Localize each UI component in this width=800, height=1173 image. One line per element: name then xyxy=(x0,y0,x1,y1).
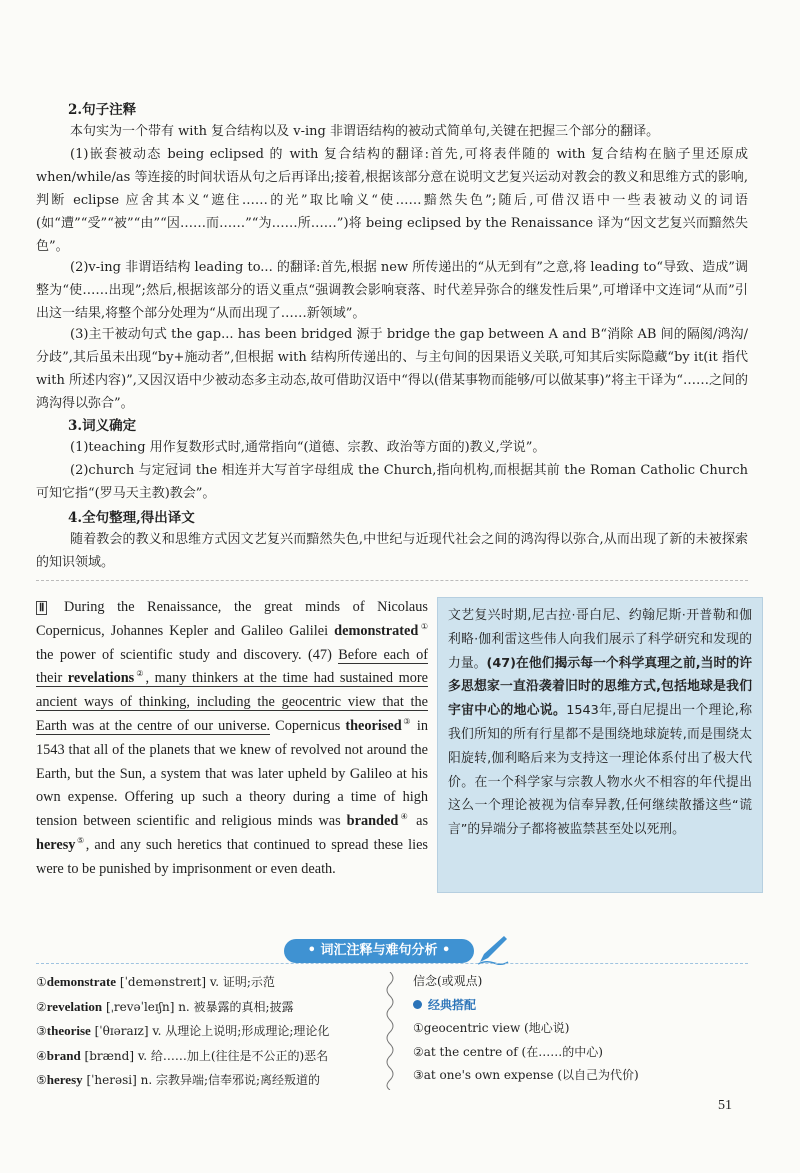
section-3-title: 3.词义确定 xyxy=(68,418,137,434)
vocab-word: revelation xyxy=(46,998,103,1014)
section-2-title: 2.句子注释 xyxy=(68,102,137,118)
passage-number: Ⅱ xyxy=(36,601,47,615)
vocab-highlight: heresy xyxy=(36,836,76,853)
vocab-item xyxy=(36,1019,386,1044)
footnote-marker: ② xyxy=(134,669,146,679)
dashed-divider xyxy=(36,580,748,581)
passage-text: Before each of their xyxy=(36,646,428,687)
banner-divider xyxy=(36,963,748,964)
collocation-item: ①geocentric view (地心说) xyxy=(413,1021,570,1035)
page-number: 51 xyxy=(718,1098,732,1113)
vocab-number: ② xyxy=(36,999,47,1014)
passage-text: , many thinkers at the time had sustained more ancient ways of thinking, including the geocentric view that the Earth was at the centre of our universe. xyxy=(36,670,428,734)
collocation-item: ②at the centre of (在……的中心) xyxy=(413,1044,603,1059)
vocab-highlight: theorised xyxy=(345,717,402,734)
section-4-translation: 随着教会的教义和思维方式因文艺复兴而黯然失色,中世纪与近现代社会之间的鸿沟得以弥合,从而出现了新的未被探索的知识领域。 xyxy=(36,532,748,570)
translation-key-sentence: (47)在他们揭示每一个科学真理之前,当时的许多思想家一直沿袭着旧时的思维方式,包括地球是我们宇宙中心的地心说。 xyxy=(448,655,752,719)
vocab-continuation: 信念(或观点) xyxy=(413,974,483,988)
section-2-point-3: (3)主干被动句式 the gap... has been bridged 源于 bridge the gap between A and B“消除 AB 间的隔阂/鸿沟/分歧”,其后虽未出现“by+施动者”,但根据 with 结构所传递出的、与主句间的因果语义关联,可知其后实际隐藏“by it(it 指代 with 所述内容)”,又因汉语中少被动态多主动态,故可借助汉语中“得以(借某事物而能够/可以做某事)”将主干译为“……之间的鸿沟得以弥合”。 xyxy=(36,327,748,411)
vocab-number: ⑤ xyxy=(36,1073,47,1087)
vocab-item xyxy=(36,1044,386,1069)
vocab-item xyxy=(36,995,386,1020)
passage-text: Copernicus xyxy=(270,717,346,734)
passage-text: , and any such heretics that continued to spread these lies were to be punished by imprisonment or even death. xyxy=(36,836,428,877)
vocab-definition: [ˈdemənstreɪt] v. 证明;示范 xyxy=(116,975,275,989)
passage-text: as xyxy=(410,813,429,830)
footnote-marker: ④ xyxy=(398,812,411,822)
vocab-list xyxy=(36,970,386,1093)
footnote-marker: ③ xyxy=(401,717,412,727)
vocab-number: ④ xyxy=(36,1048,47,1063)
vocab-word: heresy xyxy=(46,1072,83,1087)
vocab-definition: [ˈθɪəraɪz] v. 从理论上说明;形成理论;理论化 xyxy=(90,1024,330,1038)
footnote-marker: ⑤ xyxy=(75,836,86,846)
section-2-point-1: (1)嵌套被动态 being eclipsed 的 with 复合结构的翻译:首先,可将表伴随的 with 复合结构在脑子里还原成 when/while/as 等连接的时间状语从句之后再译出;接着,根据该部分意在说明文艺复兴运动对教会的教义和思维方式的影响,判断 eclipse 应舍其本义“遮住……的光”取比喻义“使……黯然失色”;随后,可借汉语中一些表被动义的词语(如“遭”“受”“被”“由”“因……而……”“为……所……”)将 being eclipsed by the Renaissance 译为“因文艺复兴而黯然失色”。 xyxy=(36,147,748,254)
vocab-word: brand xyxy=(46,1047,81,1063)
vocab-highlight: demonstrated xyxy=(334,622,419,639)
vocab-highlight: branded xyxy=(346,813,399,830)
collocations-heading xyxy=(413,994,743,1018)
vocab-word: theorise xyxy=(46,1023,91,1038)
vocab-highlight: revelations xyxy=(67,670,135,687)
translation-text: 文艺复兴时期,尼古拉·哥白尼、约翰尼斯·开普勒和伽利略·伽利雷这些伟人向我们展示了科学研究和发现的力量。 xyxy=(448,608,752,671)
vocab-number: ③ xyxy=(36,1024,47,1038)
collocation-item: ③at one's own expense (以自己为代价) xyxy=(413,1068,639,1082)
section-4-title: 4.全句整理,得出译文 xyxy=(68,510,195,526)
passage-text: in 1543 that all of the planets that we knew of revolved not around the Earth, but the Sun, a system that was later upheld by Galileo at his own expense. Offering up such a theory during a time of high tension between scientific and religious minds was xyxy=(36,717,429,830)
translation-text: 1543年,哥白尼提出一个理论,称我们所知的所有行星都不是围绕地球旋转,而是围绕太阳旋转,伽利略后来为支持这一理论体系付出了极大代价。在一个科学家与宗教人物水火不相容的年代提出这么一个理论被视为信奉异教,任何继续散播这些“谎言”的异端分子都将被监禁甚至处以死刑。 xyxy=(448,703,753,838)
vocab-definition: [ˈherəsi] n. 宗教异端;信奉邪说;离经叛道的 xyxy=(82,1073,321,1087)
bullet-dot-icon xyxy=(413,1000,422,1009)
vocab-definition: [brænd] v. 给……加上(往往是不公正的)恶名 xyxy=(80,1048,329,1063)
collocations-column xyxy=(413,970,743,1088)
footnote-marker: ① xyxy=(418,622,429,632)
section-2-point-2: (2)v-ing 非谓语结构 leading to... 的翻译:首先,根据 new 所传递出的“从无到有”之意,将 leading to“导致、造成”调整为“使……出现”;然后,根据该部分的语义重点“强调教会影响衰落、时代差异弥合的继发性后果”,可增译中文连词“从而”引出这一结果,将整个部分处理为“从而出现了……新领域”。 xyxy=(36,260,748,321)
chinese-translation-box xyxy=(437,597,763,893)
vocab-item xyxy=(36,970,386,995)
vocab-item xyxy=(36,1068,386,1093)
collocations-title: 经典搭配 xyxy=(428,997,477,1012)
vocab-number: ① xyxy=(36,975,47,989)
vocab-word: demonstrate xyxy=(46,974,117,989)
passage-text: the power of scientific study and discovery. (47) xyxy=(36,646,339,663)
passage-text: During the Renaissance, the great minds of Nicolaus Copernicus, Johannes Kepler and Galileo Galilei xyxy=(36,599,428,639)
vocab-banner: • 词汇注释与难句分析 • xyxy=(284,939,474,963)
column-divider-squiggle xyxy=(383,972,397,1090)
section-2-intro: 本句实为一个带有 with 复合结构以及 v-ing 非谓语结构的被动式简单句,关键在把握三个部分的翻译。 xyxy=(70,124,660,139)
section-3-point-1: (1)teaching 用作复数形式时,通常指向“(道德、宗教、政治等方面的)教义,学说”。 xyxy=(70,440,546,455)
english-passage xyxy=(36,596,428,882)
section-3-point-2: (2)church 与定冠词 the 相连并大写首字母组成 the Church,指向机构,而根据其前 the Roman Catholic Church 可知它指“(罗马天主教)教会”。 xyxy=(36,463,748,501)
pen-icon xyxy=(476,932,510,966)
vocab-definition: [ˌrevəˈleɪʃn] n. 被暴露的真相;披露 xyxy=(102,999,294,1014)
